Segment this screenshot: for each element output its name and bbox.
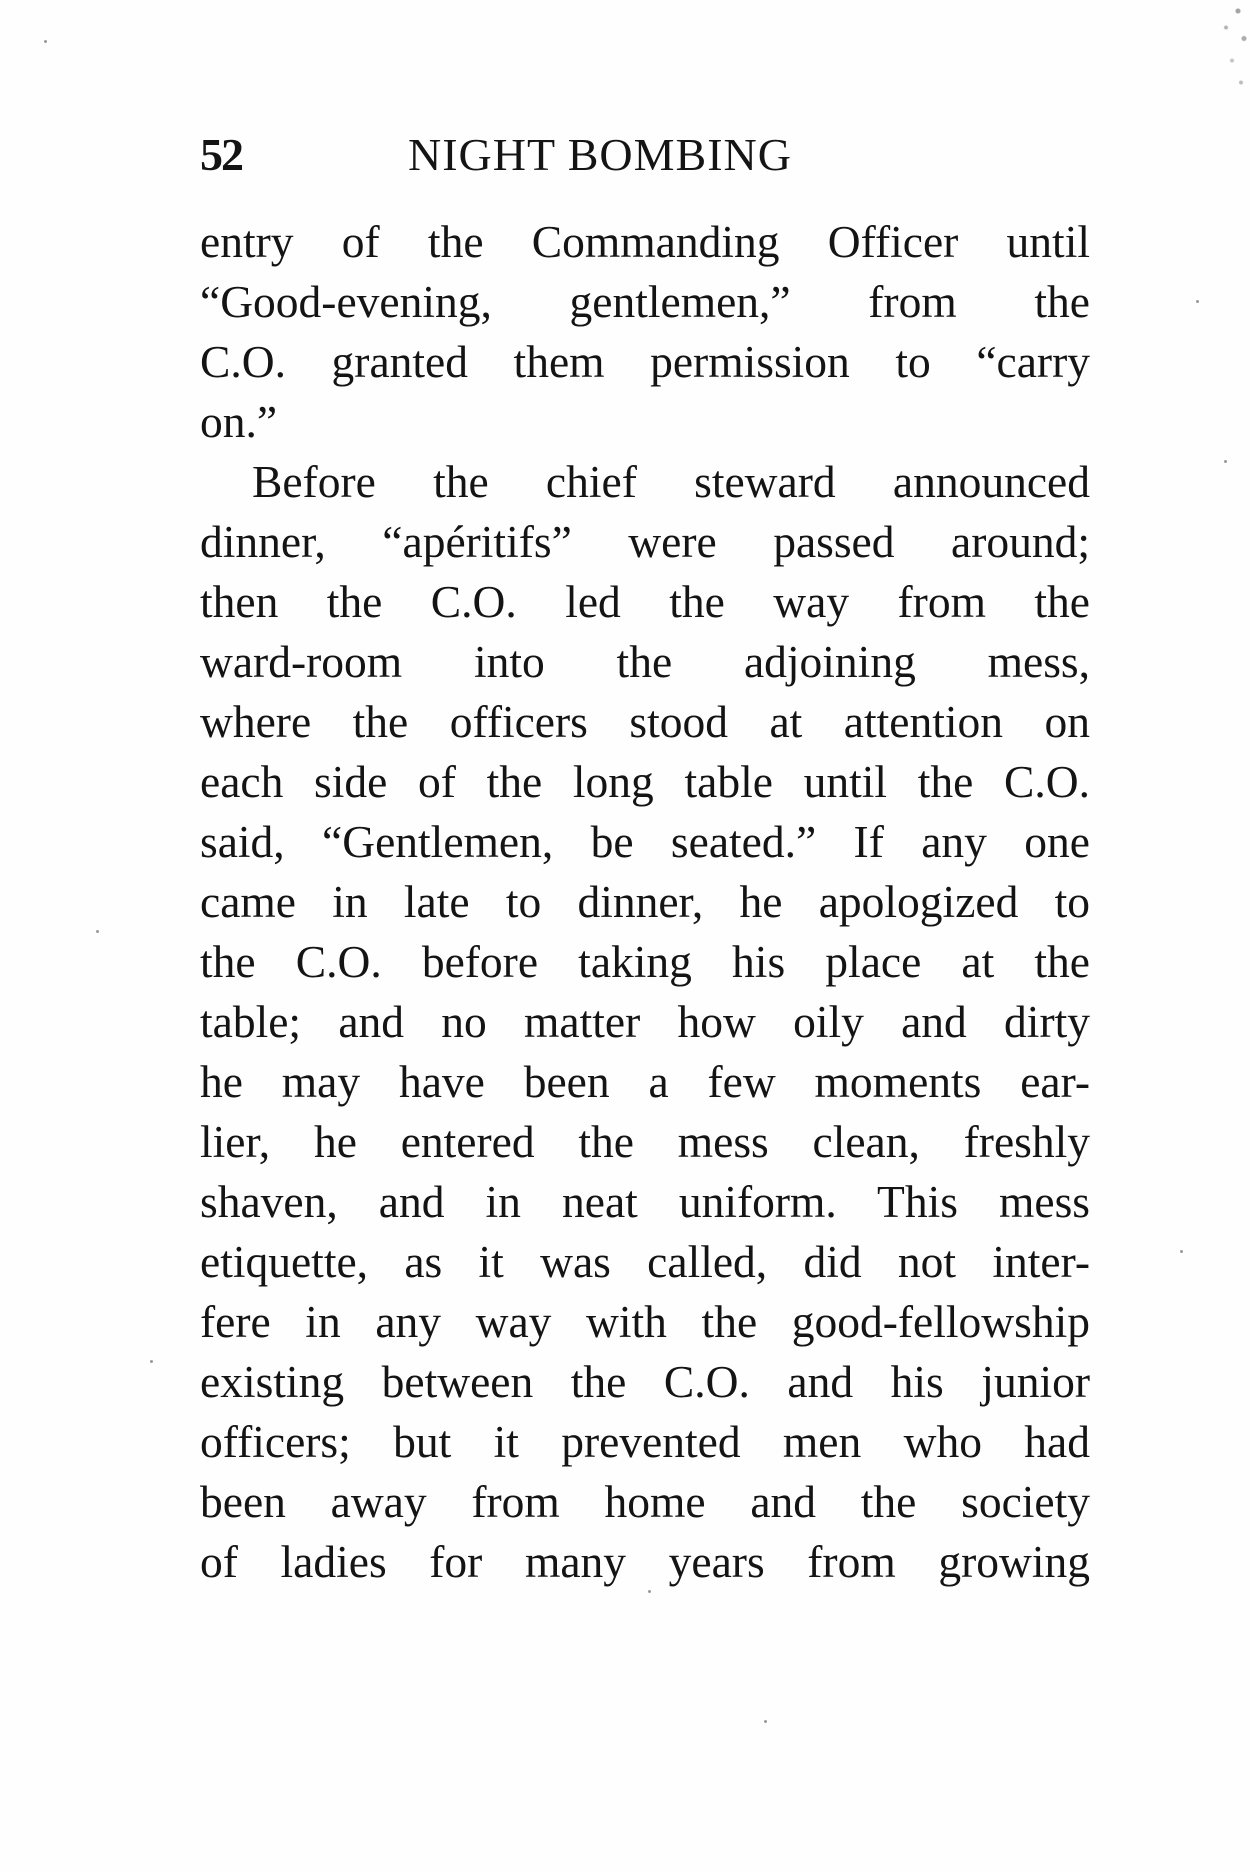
text-line: the C.O. before taking his place at the bbox=[200, 936, 1090, 987]
text-line: on.” bbox=[200, 396, 278, 447]
text-line: lier, he entered the mess clean, freshly bbox=[200, 1116, 1090, 1167]
text-line: officers; but it prevented men who had bbox=[200, 1416, 1090, 1467]
text-line: Before the chief steward announced bbox=[252, 456, 1090, 507]
text-line: “Good-evening, gentlemen,” from the bbox=[200, 276, 1090, 327]
text-line: where the officers stood at attention on bbox=[200, 696, 1090, 747]
text-line: fere in any way with the good-fellowship bbox=[200, 1296, 1090, 1347]
scan-speck bbox=[44, 40, 47, 43]
text-line: he may have been a few moments ear- bbox=[200, 1056, 1090, 1107]
scan-speck bbox=[764, 1720, 767, 1723]
text-line: entry of the Commanding Officer until bbox=[200, 216, 1090, 267]
text-line: each side of the long table until the C.O. bbox=[200, 756, 1090, 807]
text-line: of ladies for many years from growing bbox=[200, 1536, 1090, 1587]
text-line: etiquette, as it was called, did not inter- bbox=[200, 1236, 1090, 1287]
scan-speck bbox=[1224, 460, 1227, 463]
scan-speck bbox=[648, 1590, 651, 1593]
running-title: NIGHT BOMBING bbox=[408, 129, 792, 180]
scan-speck bbox=[150, 1360, 153, 1363]
page-number: 52 bbox=[200, 129, 242, 180]
text-line: shaven, and in neat uniform. This mess bbox=[200, 1176, 1090, 1227]
text-line: existing between the C.O. and his junior bbox=[200, 1356, 1090, 1407]
body-text bbox=[200, 212, 1090, 1592]
scan-edge-noise bbox=[1190, 0, 1250, 110]
scan-speck bbox=[96, 930, 99, 933]
text-line: been away from home and the society bbox=[200, 1476, 1090, 1527]
text-line: table; and no matter how oily and dirty bbox=[200, 996, 1090, 1047]
scan-speck bbox=[1196, 300, 1199, 303]
scan-speck bbox=[1180, 1250, 1183, 1253]
text-line: then the C.O. led the way from the bbox=[200, 576, 1090, 627]
text-line: dinner, “apéritifs” were passed around; bbox=[200, 516, 1090, 567]
text-line: ward-room into the adjoining mess, bbox=[200, 636, 1090, 687]
text-line: said, “Gentlemen, be seated.” If any one bbox=[200, 816, 1090, 867]
running-head bbox=[200, 128, 1100, 188]
text-line: came in late to dinner, he apologized to bbox=[200, 876, 1090, 927]
text-line: C.O. granted them permission to “carry bbox=[200, 336, 1090, 387]
